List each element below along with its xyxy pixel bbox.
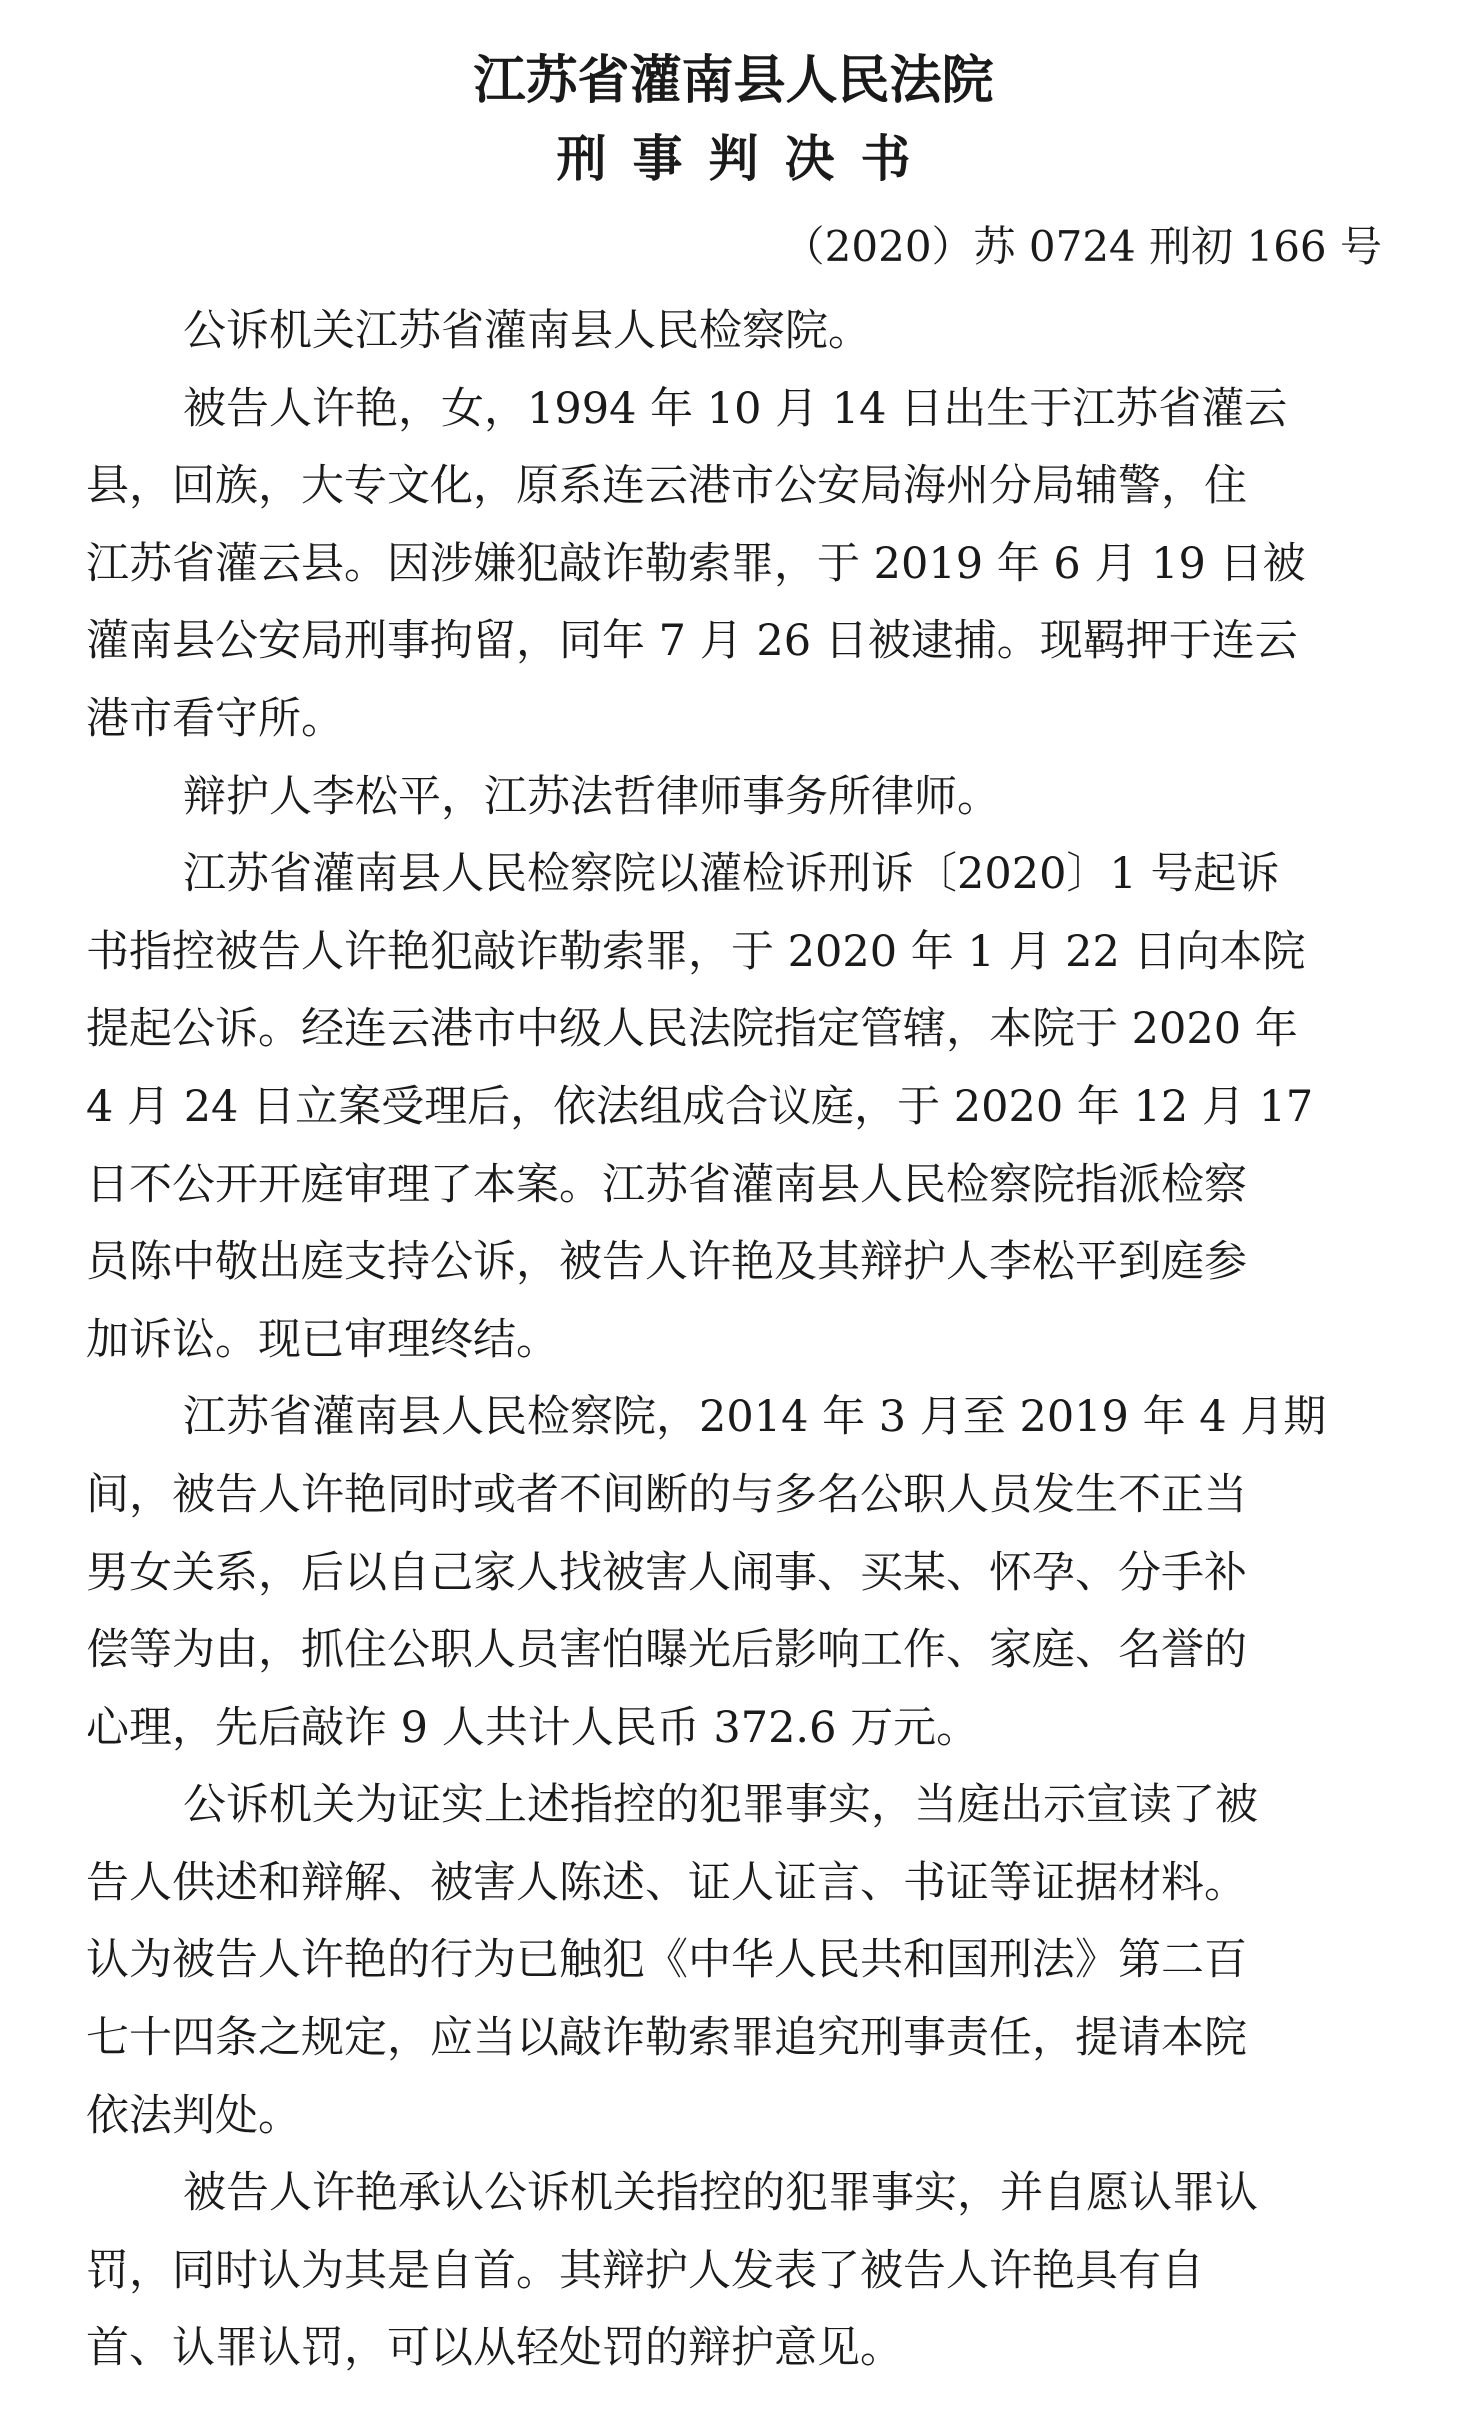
- text-line: 加诉讼。现已审理终结。: [86, 1314, 559, 1365]
- document-type: 刑事判决书: [556, 130, 937, 188]
- text-line: 依法判处。: [86, 2090, 301, 2141]
- paragraph: [86, 293, 1376, 371]
- paragraph: [86, 371, 1376, 759]
- text-line: 书指控被告人许艳犯敲诈勒索罪，于 2020 年 1 月 22 日向本院: [86, 926, 1306, 977]
- text-line: 男女关系，后以自己家人找被害人闹事、买某、怀孕、分手补: [86, 1547, 1247, 1598]
- text-line: 认为被告人许艳的行为已触犯《中华人民共和国刑法》第二百: [86, 1935, 1247, 1986]
- text-line: 江苏省灌南县人民检察院，2014 年 3 月至 2019 年 4 月期: [183, 1392, 1327, 1443]
- text-line: 辩护人李松平，江苏法哲律师事务所律师。: [183, 771, 1000, 822]
- text-line: 日不公开开庭审理了本案。江苏省灌南县人民检察院指派检察: [86, 1159, 1247, 1210]
- court-name: 江苏省灌南县人民法院: [473, 51, 994, 111]
- text-line: 员陈中敬出庭支持公诉，被告人许艳及其辩护人李松平到庭参: [86, 1237, 1247, 1288]
- text-line: 偿等为由，抓住公职人员害怕曝光后影响工作、家庭、名誉的: [86, 1625, 1247, 1676]
- text-line: 被告人许艳，女，1994 年 10 月 14 日出生于江苏省灌云: [183, 383, 1288, 434]
- text-line: 提起公诉。经连云港市中级人民法院指定管辖，本院于 2020 年: [86, 1004, 1298, 1055]
- text-line: 公诉机关江苏省灌南县人民检察院。: [183, 306, 871, 356]
- text-line: 首、认罪认罚，可以从轻处罚的辩护意见。: [86, 2323, 903, 2374]
- text-line: 心理，先后敲诈 9 人共计人民币 372.6 万元。: [86, 1702, 980, 1753]
- paragraph: [86, 2155, 1376, 2388]
- text-line: 公诉机关为证实上述指控的犯罪事实，当庭出示宣读了被: [183, 1780, 1258, 1831]
- text-line: 告人供述和辩解、被害人陈述、证人证言、书证等证据材料。: [86, 1857, 1247, 1908]
- case-number: （2020）苏 0724 刑初 166 号: [782, 222, 1382, 271]
- text-line: 港市看守所。: [86, 693, 344, 744]
- paragraph: [86, 1379, 1376, 1767]
- paragraph: [86, 759, 1376, 837]
- paragraph: [86, 1767, 1376, 2155]
- text-line: 间，被告人许艳同时或者不间断的与多名公职人员发生不正当: [86, 1469, 1247, 1520]
- text-line: 被告人许艳承认公诉机关指控的犯罪事实，并自愿认罪认: [183, 2168, 1258, 2219]
- text-line: 4 月 24 日立案受理后，依法组成合议庭，于 2020 年 12 月 17: [86, 1081, 1314, 1132]
- paragraph: [86, 836, 1376, 1379]
- text-line: 县，回族，大专文化，原系连云港市公安局海州分局辅警，住: [86, 461, 1247, 512]
- text-line: 七十四条之规定，应当以敲诈勒索罪追究刑事责任，提请本院: [86, 2013, 1247, 2064]
- text-line: 罚，同时认为其是自首。其辩护人发表了被告人许艳具有自: [86, 2245, 1204, 2296]
- text-line: 灌南县公安局刑事拘留，同年 7 月 26 日被逮捕。现羁押于连云: [86, 616, 1298, 667]
- judgment-body: [86, 293, 1376, 2388]
- text-line: 江苏省灌云县。因涉嫌犯敲诈勒索罪，于 2019 年 6 月 19 日被: [86, 538, 1306, 589]
- text-line: 江苏省灌南县人民检察院以灌检诉刑诉〔2020〕1 号起诉: [183, 849, 1280, 900]
